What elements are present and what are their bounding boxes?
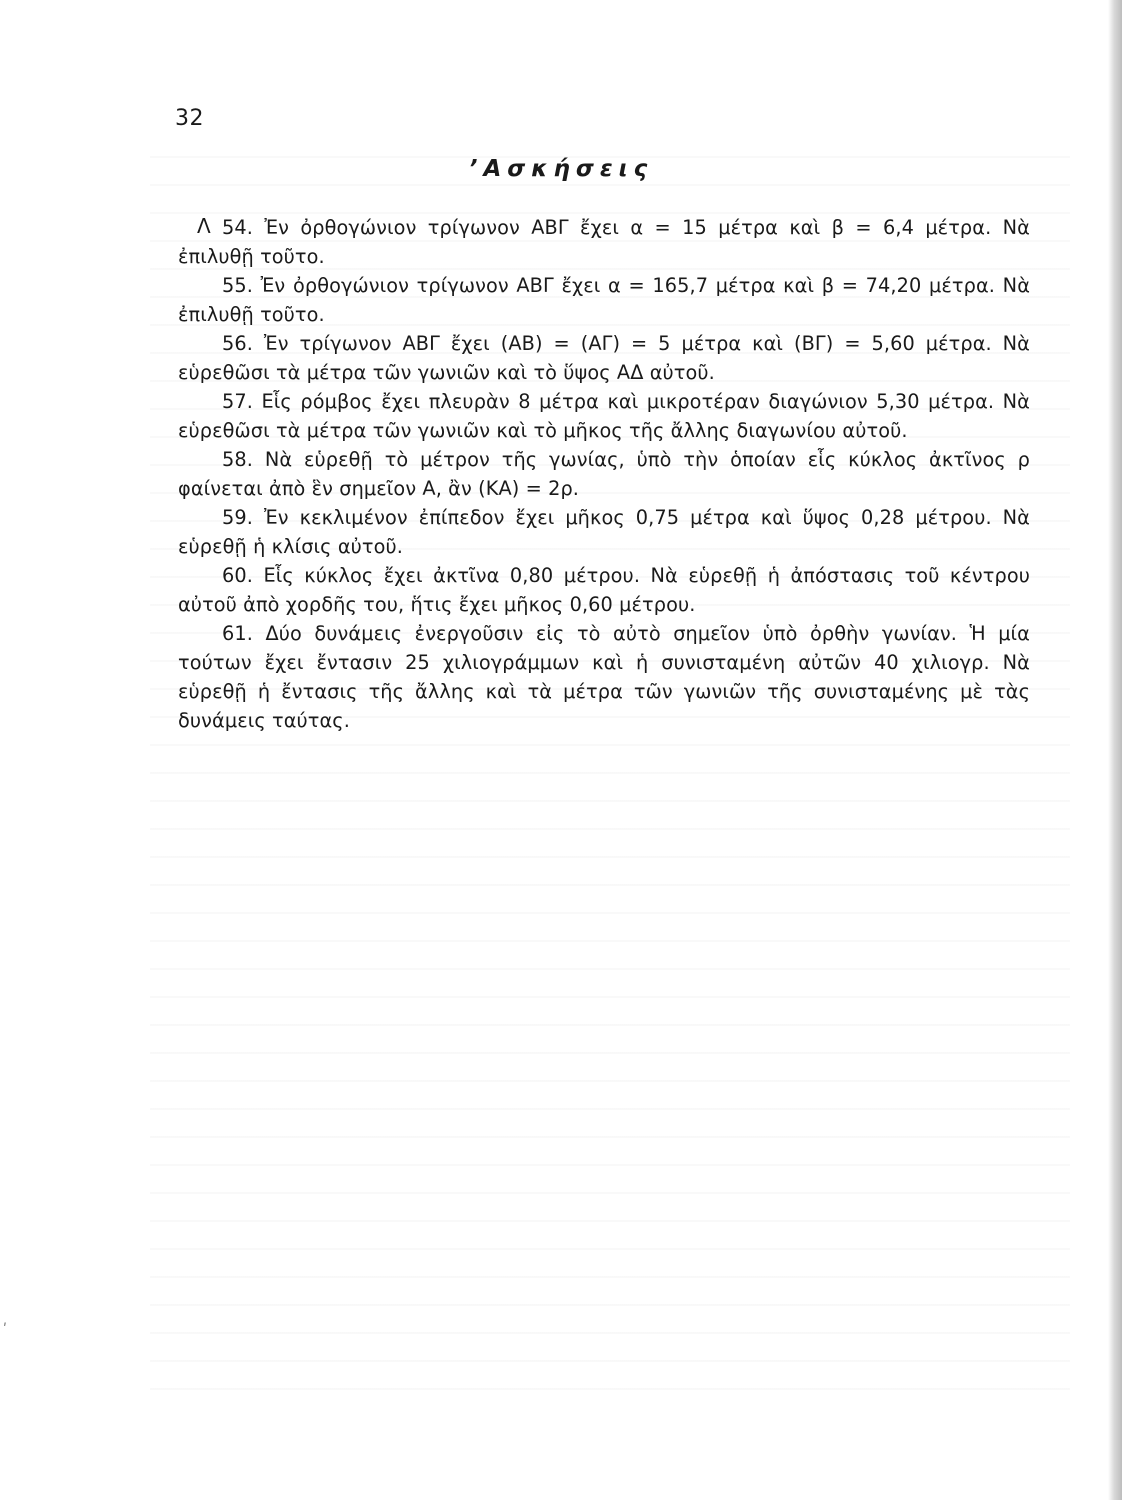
exercise-text: Ἐν κεκλιμένον ἐπίπεδον ἔχει μῆκος 0,75 μέτρα καὶ ὕψος 0,28 μέτρου. Νὰ εὑρεθῇ ἡ κλίσις αὐτοῦ. [178, 506, 1030, 558]
exercise-text: Δύο δυνάμεις ἐνεργοῦσιν εἰς τὸ αὐτὸ σημεῖον ὑπὸ ὀρθὴν γωνίαν. Ἡ μία τούτων ἔχει ἔντασιν 25 χιλιογράμμων καὶ ἡ συνισταμένη αὐτῶν 40 χιλιογρ. Νὰ εὑρεθῇ ἡ ἔντασις τῆς ἄλλης καὶ τὰ μέτρα τῶν γωνιῶν τῆς συνισταμένης μὲ τὰς δυνάμεις ταύτας. [178, 622, 1030, 732]
exercise-61 [178, 619, 1030, 735]
page-number: 32 [175, 106, 204, 131]
exercise-text: Νὰ εὑρεθῇ τὸ μέτρον τῆς γωνίας, ὑπὸ τὴν ὁποίαν εἷς κύκλος ἀκτῖνος ρ φαίνεται ἀπὸ ἓν σημεῖον Α, ἂν (ΚΑ) = 2ρ. [178, 448, 1030, 500]
exercise-56 [178, 329, 1030, 387]
exercise-number: 59. [222, 506, 253, 529]
exercise-number: 61. [222, 622, 253, 645]
exercise-60 [178, 561, 1030, 619]
exercise-text: Εἷς ρόμβος ἔχει πλευρὰν 8 μέτρα καὶ μικροτέραν διαγώνιον 5,30 μέτρα. Νὰ εὑρεθῶσι τὰ μέτρα τῶν γωνιῶν καὶ τὸ μῆκος τῆς ἄλλης διαγωνίου αὐτοῦ. [178, 390, 1030, 442]
scan-speck: ʹ [3, 1322, 7, 1338]
exercise-number: 58. [222, 448, 253, 471]
exercise-text: Ἐν ὀρθογώνιον τρίγωνον ΑΒΓ ἔχει α = 165,7 μέτρα καὶ β = 74,20 μέτρα. Νὰ ἐπιλυθῇ τοῦτο. [178, 274, 1030, 326]
exercise-55 [178, 271, 1030, 329]
section-heading: ’Ασκήσεις [468, 156, 654, 182]
exercise-number: 60. [222, 564, 253, 587]
exercise-text: Ἐν ὀρθογώνιον τρίγωνον ΑΒΓ ἔχει α = 15 μέτρα καὶ β = 6,4 μέτρα. Νὰ ἐπιλυθῇ τοῦτο. [178, 216, 1030, 268]
exercise-number: 56. [222, 332, 253, 355]
exercise-54 [178, 213, 1030, 271]
exercise-58 [178, 445, 1030, 503]
exercise-57 [178, 387, 1030, 445]
handwritten-margin-mark: Λ [197, 214, 211, 238]
page-edge-shadow [1108, 0, 1122, 1500]
exercise-number: 55. [222, 274, 253, 297]
exercise-text: Εἷς κύκλος ἔχει ἀκτῖνα 0,80 μέτρου. Νὰ εὑρεθῇ ἡ ἀπόστασις τοῦ κέντρου αὐτοῦ ἀπὸ χορδῆς του, ἥτις ἔχει μῆκος 0,60 μέτρου. [178, 564, 1030, 616]
exercise-number: 54. [222, 216, 253, 239]
exercise-number: 57. [222, 390, 253, 413]
exercise-list [178, 213, 1030, 735]
exercise-text: Ἐν τρίγωνον ΑΒΓ ἔχει (ΑΒ) = (ΑΓ) = 5 μέτρα καὶ (ΒΓ) = 5,60 μέτρα. Νὰ εὑρεθῶσι τὰ μέτρα τῶν γωνιῶν καὶ τὸ ὕψος ΑΔ αὐτοῦ. [178, 332, 1030, 384]
exercise-59 [178, 503, 1030, 561]
